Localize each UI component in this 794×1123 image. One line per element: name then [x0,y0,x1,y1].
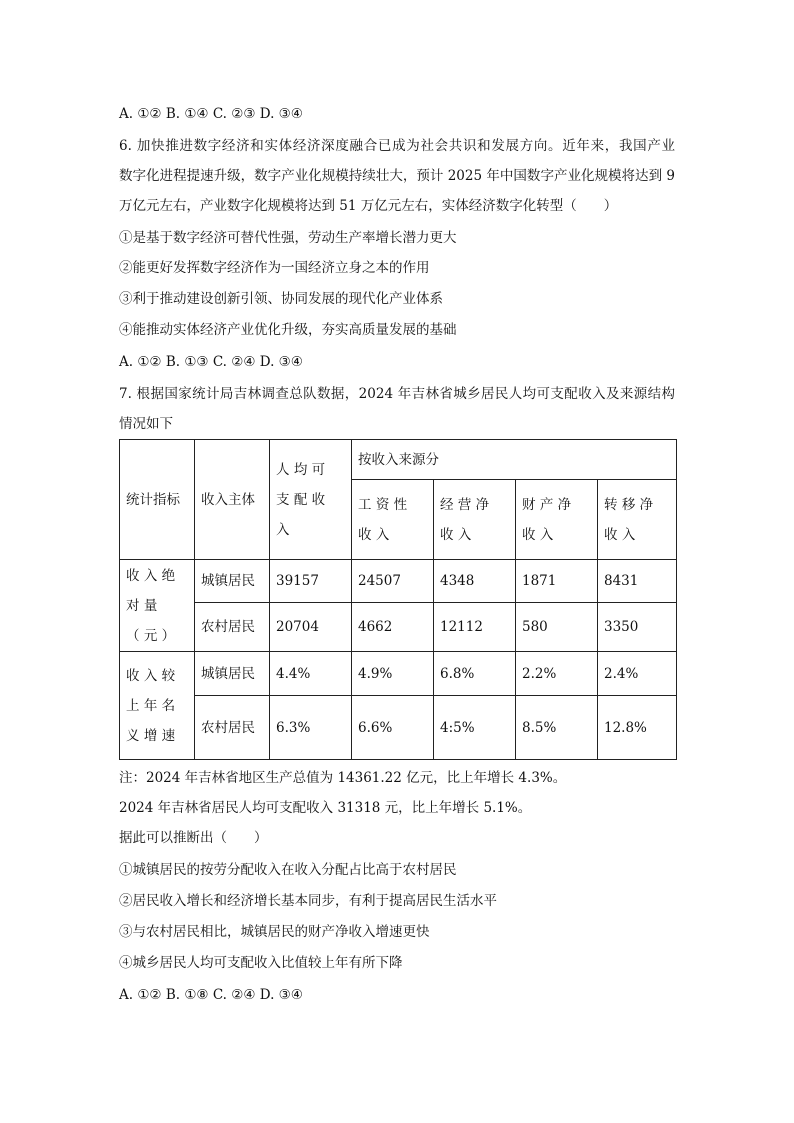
header-property: 财产净收入 [516,480,598,560]
cell: 4.9% [352,652,434,696]
cell: 12.8% [598,696,677,760]
header-by-source: 按收入来源分 [352,440,677,480]
cell: 20704 [270,603,352,652]
subject-urban: 城镇居民 [195,652,270,696]
cell: 4662 [352,603,434,652]
table-row [120,603,677,652]
q6-stem-line-2: 数字化进程提速升级，数字产业化规模持续壮大，预计 2025 年中国数字产业化规模将达到 9 [119,168,675,184]
cell: 12112 [434,603,516,652]
q6-item-2: ②能更好发挥数字经济作为一国经济立身之本的作用 [119,260,430,276]
cell: 4:5% [434,696,516,760]
cell: 6.8% [434,652,516,696]
group-absolute: 收入绝对量（元） [120,560,195,652]
group-growth: 收入较上年名义增速 [120,652,195,760]
cell: 8.5% [516,696,598,760]
header-subject: 收入主体 [195,440,270,560]
q7-note-2: 2024 年吉林省居民人均可支配收入 31318 元，比上年增长 5.1%。 [119,800,532,816]
q7-note-1: 注：2024 年吉林省地区生产总值为 14361.22 亿元，比上年增长 4.3%。 [119,770,567,786]
subject-rural: 农村居民 [195,696,270,760]
q7-item-4: ④城乡居民人均可支配收入比值较上年有所下降 [119,955,403,971]
q5-options: A. ①② B. ①④ C. ②③ D. ③④ [119,106,303,122]
cell: 8431 [598,560,677,603]
cell: 6.6% [352,696,434,760]
q6-item-3: ③利于推动建设创新引领、协同发展的现代化产业体系 [119,291,443,307]
cell: 1871 [516,560,598,603]
table-row [120,696,677,760]
table-row [120,652,677,696]
subject-urban: 城镇居民 [195,560,270,603]
q7-item-1: ①城镇居民的按劳分配收入在收入分配占比高于农村居民 [119,862,457,878]
cell: 6.3% [270,696,352,760]
q7-stem-line-1: 7. 根据国家统计局吉林调查总队数据，2024 年吉林省城乡居民人均可支配收入及来源结构 [119,386,675,402]
header-wage: 工资性收入 [352,480,434,560]
cell: 2.2% [516,652,598,696]
q6-options: A. ①② B. ①③ C. ②④ D. ③④ [119,354,303,370]
table-row [120,560,677,603]
q6-stem-line-1: 6. 加快推进数字经济和实体经济深度融合已成为社会共识和发展方向。近年来，我国产业 [119,138,675,154]
header-indicator: 统计指标 [120,440,195,560]
q6-item-1: ①是基于数字经济可替代性强，劳动生产率增长潜力更大 [119,230,457,246]
header-business: 经营净收入 [434,480,516,560]
cell: 24507 [352,560,434,603]
q6-item-4: ④能推动实体经济产业优化升级，夯实高质量发展的基础 [119,322,457,338]
header-transfer: 转移净收入 [598,480,677,560]
cell: 2.4% [598,652,677,696]
header-per-capita: 人均可支配收入 [270,440,352,560]
q6-stem-line-3: 万亿元左右，产业数字化规模将达到 51 万亿元左右，实体经济数字化转型（ ） [119,198,618,214]
subject-rural: 农村居民 [195,603,270,652]
q7-item-3: ③与农村居民相比，城镇居民的财产净收入增速更快 [119,924,430,940]
cell: 4.4% [270,652,352,696]
q7-stem: 据此可以推断出（ ） [119,830,268,846]
cell: 4348 [434,560,516,603]
q7-item-2: ②居民收入增长和经济增长基本同步，有利于提高居民生活水平 [119,893,497,909]
income-table [119,439,677,760]
cell: 580 [516,603,598,652]
q7-stem-line-2: 情况如下 [119,416,173,432]
q7-options: A. ①② B. ①⑧ C. ②④ D. ③④ [119,987,303,1003]
cell: 39157 [270,560,352,603]
cell: 3350 [598,603,677,652]
